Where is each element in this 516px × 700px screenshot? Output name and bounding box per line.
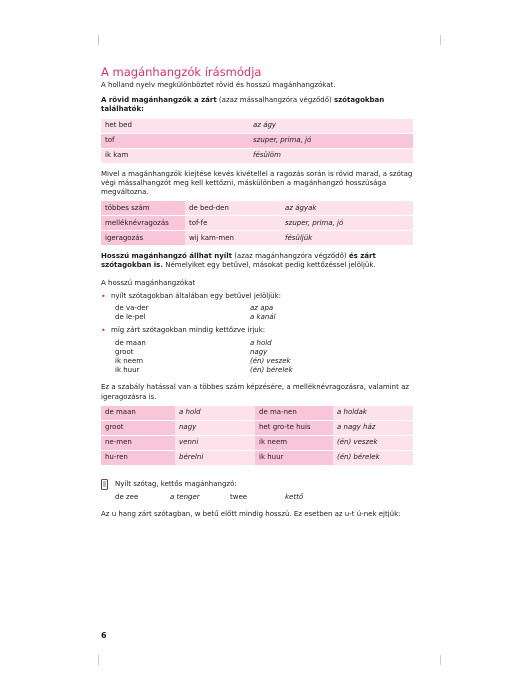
page-number: 6 (101, 631, 107, 640)
table-row (101, 201, 413, 215)
example-list (101, 304, 413, 322)
dutch-word: twee (230, 493, 248, 502)
crop-mark (440, 655, 451, 665)
table-row (101, 451, 413, 465)
paragraph-doubling: Mivel a magánhangzók kiejtése kevés kivétellel a ragozás során is rövid marad, a szótag végi mássalhangzót meg kell kettőzni, máskülönben a magánhangzó hosszúsága megváltozna. (101, 169, 413, 197)
dutch-word: ik neem (115, 357, 144, 366)
dutch-word: de maan (101, 406, 175, 420)
last-paragraph: Az u hang zárt szótagban, w betű előtt mindig hosszú. Ez esetben az u-t ú-nek ejtjük: (101, 510, 401, 519)
bullet-open-syllable: • nyílt szótagokban általában egy betűvel jelöljük: (101, 291, 282, 301)
dutch-word: ik neem (255, 436, 333, 450)
dutch-word: tof (101, 134, 249, 148)
table-row (101, 119, 413, 133)
long-vowel-intro: A hosszú magánhangzókat (101, 278, 196, 287)
table-row (101, 436, 413, 450)
dutch-word: ne-men (101, 436, 175, 450)
dutch-word: de zee (115, 493, 139, 502)
table-row (101, 231, 413, 245)
dutch-word: hu-ren (101, 451, 175, 465)
dutch-word: tof-fe (185, 216, 281, 230)
doubling-table (101, 200, 413, 246)
hungarian-translation: szuper, prima, jó (285, 218, 344, 227)
hungarian-translation: a tenger (170, 493, 200, 502)
bullet-icon: • (101, 326, 106, 336)
dutch-word: het bed (101, 119, 249, 133)
bullet-closed-syllable: • míg zárt szótagokban mindig kettőzve írjuk: (101, 326, 266, 336)
dutch-word: ik kam (101, 149, 249, 163)
hungarian-translation: a holdak (337, 408, 367, 417)
dutch-word: de bed-den (185, 201, 281, 215)
hungarian-translation: nagy (179, 423, 197, 432)
note-box (101, 480, 413, 489)
example-list (101, 339, 413, 376)
hungarian-translation: kettő (285, 493, 304, 502)
hungarian-translation: a hold (250, 338, 272, 347)
main-content (101, 66, 413, 519)
long-vowel-table (101, 405, 413, 466)
note-text: Nyílt szótag, kettős magánhangzó: (115, 479, 237, 488)
hungarian-translation: az apa (250, 304, 274, 313)
hungarian-translation: az ágyak (285, 203, 317, 212)
dutch-word: ik huur (255, 451, 333, 465)
dutch-word: ik huur (115, 366, 140, 375)
hungarian-translation: fésüljük (285, 233, 313, 242)
intro-text: A holland nyelv megkülönböztet rövid és hosszú magánhangzókat. (101, 81, 336, 89)
dutch-word: de le-pel (115, 313, 146, 322)
dutch-word: het gro-te huis (255, 421, 333, 435)
dutch-word: groot (101, 421, 175, 435)
bullet-icon: • (101, 291, 106, 301)
table-row (101, 406, 413, 420)
hungarian-translation: (én) veszek (337, 438, 378, 447)
hungarian-translation: (én) bérelek (250, 366, 293, 375)
hungarian-translation: bérelni (179, 453, 204, 462)
table-row (101, 216, 413, 230)
dutch-word: de maan (115, 338, 146, 347)
hungarian-translation: a kanál (250, 313, 276, 322)
grammar-label: melléknévragozás (101, 216, 185, 230)
hungarian-translation: nagy (250, 347, 268, 356)
grammar-label: igeragozás (101, 231, 185, 245)
dutch-word: de ma-nen (255, 406, 333, 420)
section3-paragraph: Hosszú magánhangzó állhat nyílt (azaz magánhangzóra végződő) és zárt szótagokban is. Némelyiket egy betűvel, másokat pedig kettőzéssel jelöljük. (101, 252, 376, 270)
table-row (101, 134, 413, 148)
hungarian-translation: fésülöm (253, 151, 281, 159)
table-row (101, 421, 413, 435)
note-icon (101, 479, 108, 490)
table-row (101, 149, 413, 163)
short-vowel-table (101, 118, 413, 164)
crop-mark (98, 655, 109, 665)
dutch-word: de va-der (115, 304, 149, 313)
hungarian-translation: a hold (179, 408, 201, 417)
grammar-label: többes szám (101, 201, 185, 215)
dutch-word: groot (115, 347, 134, 356)
section1-heading: A rövid magánhangzók a zárt (azaz mássalhangzóra végződő) szótagokban találhatók: (101, 96, 385, 114)
hungarian-translation: a nagy ház (337, 423, 376, 432)
hungarian-translation: venni (179, 438, 199, 447)
dutch-word: wij kam-men (185, 231, 281, 245)
hungarian-translation: (én) bérelek (337, 453, 380, 462)
page-title: A magánhangzók írásmódja (101, 65, 262, 79)
note-examples (101, 493, 413, 502)
crop-mark (98, 35, 109, 45)
hungarian-translation: (én) veszek (250, 357, 291, 366)
hungarian-translation: szuper, prima, jó (253, 136, 312, 144)
crop-mark (440, 35, 451, 45)
hungarian-translation: az ágy (253, 121, 277, 129)
paragraph-rule-effect: Ez a szabály hatással van a többes szám képzésére, a melléknévragozásra, valamint az igeragozásra is. (101, 383, 410, 401)
